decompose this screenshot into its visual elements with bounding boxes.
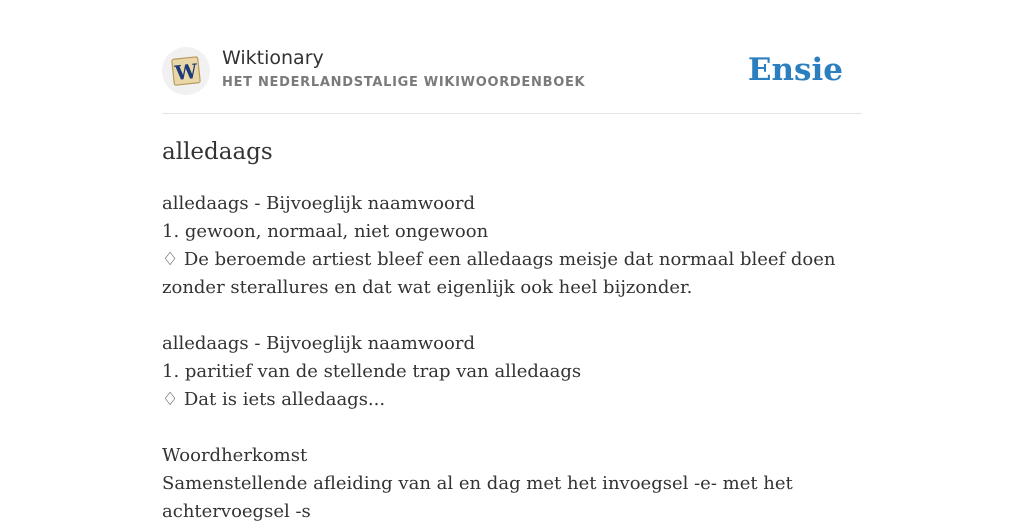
logo-letter: W <box>173 58 199 86</box>
wiktionary-tile-icon <box>169 54 203 88</box>
site-title[interactable]: Wiktionary <box>222 47 324 69</box>
etymology-text: Samenstellende afleiding van al en dag met het invoegsel -e- met het achtervoegsel -s <box>162 473 793 522</box>
article-content <box>162 190 862 526</box>
page-container <box>162 0 862 522</box>
spacer <box>162 414 862 442</box>
entry-heading: alledaags - Bijvoeglijk naamwoord <box>162 193 475 214</box>
entry-example: ♢ Dat is iets alledaags... <box>162 389 386 410</box>
site-subtitle: HET NEDERLANDSTALIGE WIKIWOORDENBOEK <box>222 75 586 90</box>
wiktionary-logo[interactable] <box>162 47 210 95</box>
entry-example: ♢ De beroemde artiest bleef een alledaags meisje dat normaal bleef doen zonder sterallures en dat wat eigenlijk ook heel bijzonder. <box>162 249 836 298</box>
etymology-heading: Woordherkomst <box>162 445 308 466</box>
page-title: alledaags <box>162 139 273 165</box>
header-divider <box>162 113 862 114</box>
entry-definition: 1. gewoon, normaal, niet ongewoon <box>162 221 489 242</box>
entry-heading: alledaags - Bijvoeglijk naamwoord <box>162 333 475 354</box>
site-header <box>162 44 862 96</box>
spacer <box>162 302 862 330</box>
ensie-brand-link[interactable]: Ensie <box>747 52 843 88</box>
entry-definition: 1. paritief van de stellende trap van alledaags <box>162 361 582 382</box>
